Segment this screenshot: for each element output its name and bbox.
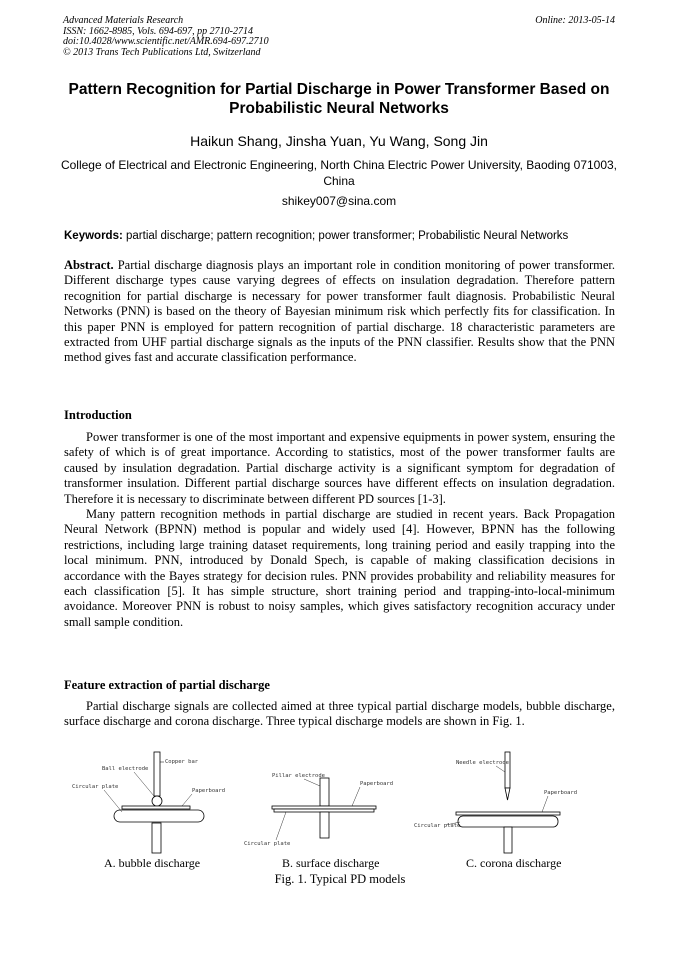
- circular-plate-shape: [114, 810, 204, 822]
- bubble-ball-electrode-label: Ball electrode: [102, 766, 149, 772]
- abstract-text: Partial discharge diagnosis plays an important role in condition monitoring of power transformer. Different discharge types cause varying degrees of effects on insulation degradation. Therefore pattern recognition for partial discharge is necessary for power transformer fault diagnosis. Probabilistic Neural Networks (PNN) is based on the theory of Bayesian minimum risk which perfectly fits for classification. In this paper PNN is employed for pattern recognition of partial discharge. 18 characteristic parameters are extracted from UHF partial discharge signals as the inputs of the PNN classifier. Results show that the PNN method gives fast and accurate classification performance.: [64, 258, 615, 365]
- circular-plate-shape: [274, 809, 374, 812]
- corona-circular-plate-label: Circular plate: [414, 823, 461, 829]
- bubble-circular-plate-label: Circular plate: [72, 784, 119, 790]
- figure-label-c: C. corona discharge: [466, 856, 562, 870]
- surface-circular-plate-label: Circular plate: [244, 841, 291, 847]
- needle-tip-shape: [505, 788, 510, 800]
- corona-needle-electrode-label: Needle electrode: [456, 760, 509, 766]
- lower-electrode-shape: [320, 812, 329, 838]
- surface-model: [244, 773, 393, 847]
- feature-extraction-body: [64, 699, 615, 730]
- journal-name: Advanced Materials Research: [63, 15, 184, 26]
- introduction-paragraph: Many pattern recognition methods in partial discharge are studied in recent years. Back Propagation Neural Network (BPNN) method is popular and widely used [4]. However, BPNN has the following restrictions, including large training dataset requirements, long training period and easily trapping into the local minimum. PNN, introduced by Donald Spech, is capable of making classification decisions in accordance with the Bayes strategy for decision rules. PNN provides probability and reliability measures for each classification [5]. It has simple structure, short training period and trapping-into-local-minimum avoidance. Moreover PNN is robust to noisy samples, which gives satisfactory recognition accuracy under small sample condition.: [64, 507, 615, 629]
- paper-title: Pattern Recognition for Partial Discharge in Power Transformer Based on Probabilistic Neural Networks: [68, 81, 610, 117]
- needle-electrode-shape: [505, 752, 510, 788]
- introduction-paragraph: Power transformer is one of the most important and expensive equipments in power system, ensuring the safety of which is of great importance. According to statistics, most of the power transformer faults are caused by insulation degradation. Partial discharge activity is a significant symptom for degradation of transformer insulation. Different partial discharge sources have different effects on insulation degradation. Therefore it is necessary to discriminate between different PD sources [1-3].: [64, 430, 615, 506]
- circular-plate-shape: [458, 816, 558, 827]
- pd-models-diagram: [64, 750, 616, 860]
- introduction-heading: Introduction: [64, 408, 132, 422]
- bubble-model: [72, 752, 225, 853]
- journal-header: [63, 16, 615, 58]
- journal-issn: ISSN: 1662-8985, Vols. 694-697, pp 2710-2714: [63, 25, 253, 37]
- keywords: [64, 229, 616, 244]
- abstract-label: Abstract.: [64, 258, 114, 272]
- paper-authors: Haikun Shang, Jinsha Yuan, Yu Wang, Song Jin: [190, 133, 488, 149]
- ball-electrode-shape: [152, 796, 162, 806]
- feature-extraction-paragraph: Partial discharge signals are collected aimed at three typical partial discharge models, bubble discharge, surface discharge and corona discharge. Three typical discharge models are shown in Fig. 1.: [64, 699, 615, 729]
- journal-doi[interactable]: doi:10.4028/www.scientific.net/AMR.694-697.2710: [63, 36, 269, 47]
- keywords-label: Keywords:: [64, 230, 123, 242]
- figure-caption: Fig. 1. Typical PD models: [274, 872, 406, 886]
- paperboard-shape: [122, 806, 190, 809]
- figure-label-b: B. surface discharge: [282, 856, 380, 870]
- copper-bar-shape: [154, 752, 160, 796]
- lower-electrode-shape: [152, 823, 161, 853]
- figure-label-a: A. bubble discharge: [104, 856, 201, 870]
- paperboard-shape: [456, 812, 560, 815]
- bubble-paperboard-label: Paperboard: [192, 788, 226, 794]
- introduction-body: [64, 430, 615, 630]
- author-email[interactable]: shikey007@sina.com: [281, 194, 397, 208]
- surface-paperboard-label: Paperboard: [360, 781, 394, 787]
- online-date: Online: 2013-05-14: [535, 15, 615, 26]
- lower-electrode-shape: [504, 827, 512, 853]
- figure-1: [64, 750, 616, 890]
- corona-paperboard-label: Paperboard: [544, 790, 578, 796]
- corona-model: [414, 752, 577, 853]
- surface-pillar-electrode-label: Pillar electrode: [272, 773, 325, 779]
- journal-copyright: © 2013 Trans Tech Publications Ltd, Switzerland: [63, 46, 261, 58]
- paperboard-shape: [272, 806, 376, 809]
- abstract: [64, 258, 615, 366]
- keywords-text: partial discharge; pattern recognition; power transformer; Probabilistic Neural Networks: [126, 230, 569, 242]
- feature-extraction-heading: Feature extraction of partial discharge: [64, 678, 270, 692]
- paper-affiliation: College of Electrical and Electronic Engineering, North China Electric Power University, Baoding 071003, China: [60, 158, 618, 188]
- pillar-electrode-shape: [320, 778, 329, 806]
- bubble-copper-bar-label: Copper bar: [165, 759, 199, 765]
